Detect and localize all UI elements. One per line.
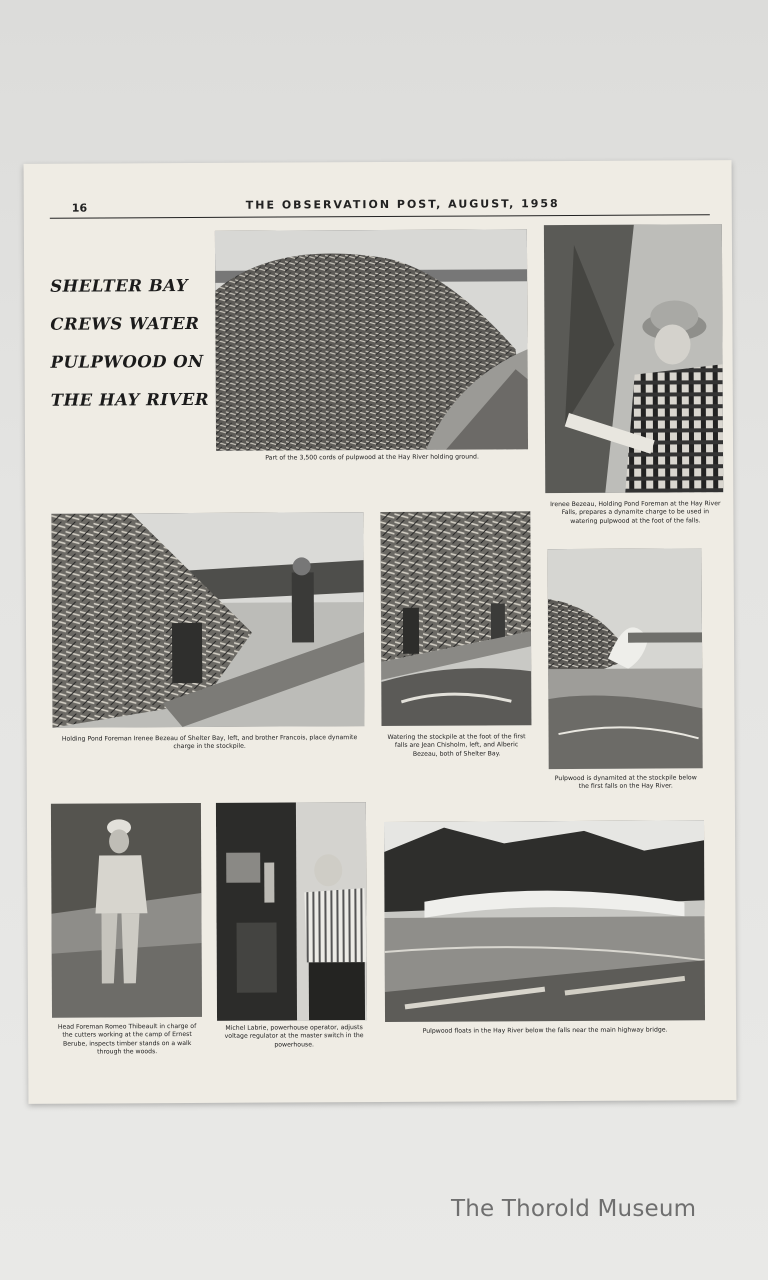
stockpile-image [215, 229, 528, 451]
dynamite-blast-image [548, 548, 703, 769]
caption-watering-stockpile: Watering the stockpile at the foot of the first falls are Jean Chisholm, left, and Alberic Bezeau, both of Shelter Bay. [387, 733, 526, 758]
photo-stockpile [215, 229, 528, 451]
headline-line: PULPWOOD ON [50, 351, 204, 372]
photo-powerhouse-operator [216, 802, 367, 1021]
powerhouse-operator-image [216, 802, 367, 1021]
watering-stockpile-image [380, 511, 531, 726]
article-headline [50, 267, 211, 420]
photo-foreman-helmet [544, 224, 723, 493]
photo-placing-dynamite [51, 512, 364, 728]
headline-line: SHELTER BAY [50, 276, 189, 296]
caption-pulpwood-floats: Pulpwood floats in the Hay River below the falls near the main highway bridge. [422, 1026, 668, 1035]
headline-line: CREWS WATER [50, 313, 200, 334]
foreman-helmet-image [544, 224, 723, 493]
caption-placing-dynamite: Holding Pond Foreman Irenee Bezeau of Shelter Bay, left, and brother Francois, place dynamite charge in the stockpile. [61, 734, 358, 751]
museum-watermark: The Thorold Museum [451, 1196, 697, 1222]
photo-head-foreman [51, 803, 202, 1018]
caption-foreman-helmet: Irenee Bezeau, Holding Pond Foreman at the Hay River Falls, prepares a dynamite charge to be used in watering pulpwood at the foot of the falls. [550, 500, 721, 525]
caption-head-foreman: Head Foreman Romeo Thibeault in charge of the cutters working at the camp of Ernest Berube, inspects timber stands on a walk through the woods. [57, 1022, 197, 1056]
page-number: 16 [71, 201, 88, 215]
pulpwood-floats-image [384, 820, 705, 1022]
magazine-page [24, 160, 737, 1104]
photo-watering-stockpile [380, 511, 531, 726]
placing-dynamite-image [51, 512, 364, 728]
publication-line: THE OBSERVATION POST, AUGUST, 1958 [245, 197, 560, 212]
caption-dynamite-blast: Pulpwood is dynamited at the stockpile below the first falls on the Hay River. [554, 774, 697, 791]
caption-powerhouse-operator: Michel Labrie, powerhouse operator, adjusts voltage regulator at the master switch in the powerhouse. [224, 1024, 364, 1049]
page-header [50, 196, 710, 218]
headline-line: THE HAY RIVER [50, 389, 210, 410]
photo-dynamite-blast [548, 548, 703, 769]
photo-pulpwood-floats [384, 820, 705, 1022]
head-foreman-image [51, 803, 202, 1018]
caption-stockpile: Part of the 3,500 cords of pulpwood at the Hay River holding ground. [265, 453, 479, 462]
